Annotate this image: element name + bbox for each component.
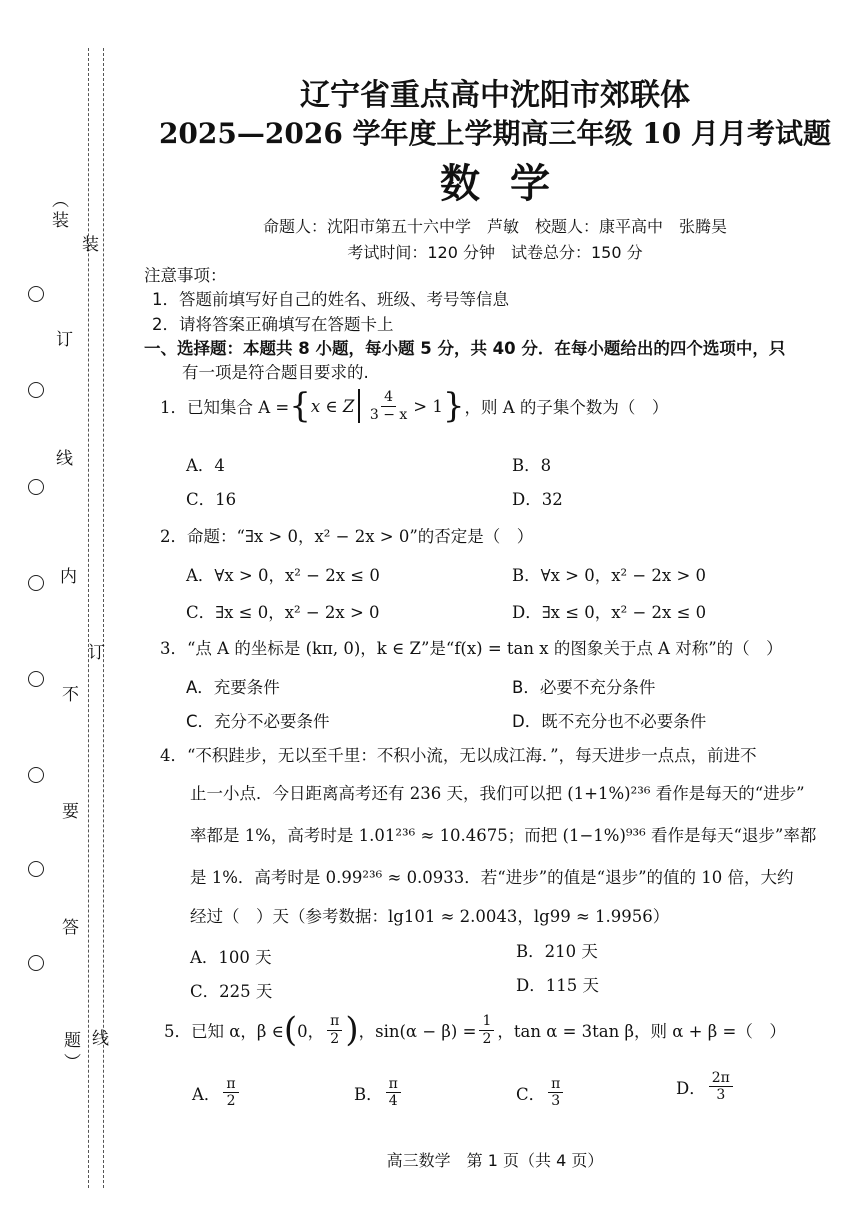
q5-option-fraction — [223, 1076, 238, 1109]
q4-option-b: B．210 天 — [516, 942, 598, 961]
right-paren-icon: ) — [345, 1010, 359, 1050]
binding-hole — [28, 286, 44, 302]
q5-option-label: B． — [354, 1084, 383, 1104]
section-heading: 一、选择题：本题共 8 小题，每小题 5 分，共 40 分．在每小题给出的四个选项中，只 — [144, 339, 786, 358]
q5-option-d — [676, 1070, 736, 1103]
q5-option-den: 3 — [551, 1093, 561, 1110]
q5-option-a — [192, 1076, 242, 1109]
q5-interval-num: π — [327, 1013, 342, 1030]
q4-option-c: C．225 天 — [190, 982, 273, 1001]
q2-option-d: D．∃x ≤ 0，x² − 2x ≤ 0 — [512, 603, 707, 622]
binding-hole — [28, 671, 44, 687]
question-1-stem — [160, 386, 668, 426]
q5-option-num: π — [223, 1076, 238, 1093]
q5-stem-a: 5．已知 α，β ∈ — [164, 1022, 284, 1041]
margin-paren-open: ︵ — [52, 191, 69, 211]
q5-interval-left: 0， — [297, 1022, 325, 1041]
q1-prefix: 1．已知集合 A = — [160, 398, 290, 417]
q1-set-right: > 1 — [413, 396, 443, 416]
q5-option-den: 3 — [716, 1087, 726, 1104]
binding-hole — [28, 955, 44, 971]
q1-option-d: D．32 — [512, 490, 563, 509]
q5-half-num: 1 — [479, 1013, 494, 1030]
q5-half-fraction — [479, 1013, 494, 1046]
question-4-line: 率都是 1%，高考时是 1.01²³⁶ ≈ 10.4675；而把 (1−1%)⁹³⁶ 看作是每天“退步”率都 — [190, 826, 817, 845]
binding-dashed-line-outer — [88, 48, 89, 1188]
q1-fraction — [367, 389, 410, 422]
q5-option-fraction — [709, 1070, 733, 1103]
subject-title: 数学 — [440, 160, 580, 207]
margin-char: 要 — [62, 802, 79, 822]
q1-option-a: A．4 — [186, 456, 225, 475]
margin-char: 不 — [62, 685, 79, 705]
q5-option-num: π — [386, 1076, 401, 1093]
question-4-line: 经过（ ）天（参考数据：lg101 ≈ 2.0043，lg99 ≈ 1.9956） — [190, 907, 670, 926]
margin-char: 订 — [56, 330, 73, 350]
margin-char: 装 — [82, 235, 99, 255]
q5-stem-c: ，tan α = 3tan β，则 α + β =（ ） — [497, 1022, 786, 1041]
margin-paren-close: ︶ — [64, 1053, 81, 1073]
margin-char: 线 — [92, 1029, 109, 1049]
q5-option-b — [354, 1076, 404, 1109]
notes-item: 1．答题前填写好自己的姓名、班级、考号等信息 — [152, 290, 509, 309]
q5-option-den: 4 — [388, 1093, 398, 1110]
q5-option-label: A． — [192, 1084, 221, 1104]
margin-char: 线 — [56, 449, 73, 469]
left-brace-icon: { — [289, 386, 311, 426]
q2-option-c: C．∃x ≤ 0，x² − 2x > 0 — [186, 603, 380, 622]
q5-interval-den: 2 — [330, 1030, 340, 1047]
margin-char: 订 — [88, 643, 105, 663]
binding-hole — [28, 861, 44, 877]
q5-option-den: 2 — [226, 1093, 236, 1110]
section-heading-cont: 有一项是符合题目要求的. — [182, 363, 369, 382]
question-4-line: 止一小点．今日距离高考还有 236 天，我们可以把 (1+1%)²³⁶ 看作是每天的“进步” — [190, 784, 805, 803]
exam-time-info: 考试时间：120 分钟 试卷总分：150 分 — [347, 243, 643, 262]
set-bar-icon — [358, 389, 360, 423]
question-4-line: 4．“不积跬步，无以至千里：不积小流，无以成江海．”，每天进步一点点，前进不 — [160, 746, 757, 765]
margin-char: 答 — [62, 918, 79, 938]
q3-option-c: C．充分不必要条件 — [186, 712, 330, 731]
margin-char: 内 — [60, 567, 77, 587]
question-4-line: 是 1%．高考时是 0.99²³⁶ ≈ 0.0933．若“进步”的值是“退步”的值的 10 倍，大约 — [190, 868, 794, 887]
q1-option-b: B．8 — [512, 456, 552, 475]
margin-char: 装 — [52, 211, 69, 231]
q1-frac-den: 3 − x — [369, 406, 408, 423]
q1-frac-num: 4 — [381, 389, 396, 406]
notes-heading: 注意事项： — [144, 266, 227, 285]
notes-item: 2．请将答案正确填写在答题卡上 — [152, 315, 394, 334]
margin-char: 题 — [64, 1031, 81, 1051]
question-5-stem — [164, 1010, 786, 1050]
q5-option-fraction — [386, 1076, 401, 1109]
binding-hole — [28, 767, 44, 783]
q1-set-left: x ∈ Z — [310, 396, 355, 416]
q1-suffix: ，则 A 的子集个数为（ ） — [464, 398, 669, 417]
exam-title-line1: 辽宁省重点高中沈阳市郊联体 — [300, 78, 690, 113]
q3-option-d: D．既不充分也不必要条件 — [512, 712, 707, 731]
q5-option-num: 2π — [709, 1070, 733, 1087]
page-footer: 高三数学 第 1 页（共 4 页） — [386, 1151, 604, 1170]
binding-hole — [28, 575, 44, 591]
right-brace-icon: } — [442, 386, 465, 426]
q5-interval-fraction — [327, 1013, 342, 1046]
question-3-stem: 3．“点 A 的坐标是 (kπ, 0)，k ∈ Z”是“f(x) = tan x 的图象关于点 A 对称”的（ ） — [160, 639, 783, 658]
question-2-stem: 2．命题：“∃x > 0，x² − 2x > 0”的否定是（ ） — [160, 527, 534, 546]
q4-option-a: A．100 天 — [190, 948, 272, 967]
q2-option-b: B．∀x > 0，x² − 2x > 0 — [512, 566, 707, 585]
q5-option-label: C． — [516, 1084, 546, 1104]
author-info: 命题人：沈阳市第五十六中学 芦敏 校题人：康平高中 张腾昊 — [262, 217, 727, 236]
q3-option-a: A．充要条件 — [186, 678, 280, 697]
q5-option-c — [516, 1076, 566, 1109]
binding-hole — [28, 382, 44, 398]
q5-option-num: π — [548, 1076, 563, 1093]
q1-option-c: C．16 — [186, 490, 237, 509]
q2-option-a: A．∀x > 0，x² − 2x ≤ 0 — [186, 566, 380, 585]
exam-title-line2: 2025—2026 学年度上学期高三年级 10 月月考试题 — [158, 117, 832, 150]
q5-option-label: D． — [676, 1078, 706, 1098]
q5-option-fraction — [548, 1076, 563, 1109]
q5-half-den: 2 — [482, 1030, 492, 1047]
binding-hole — [28, 479, 44, 495]
q3-option-b: B．必要不充分条件 — [512, 678, 656, 697]
q5-stem-b: ，sin(α − β) = — [358, 1022, 477, 1041]
binding-dashed-line-inner — [103, 48, 104, 1188]
q4-option-d: D．115 天 — [516, 976, 599, 995]
left-paren-icon: ( — [283, 1010, 298, 1050]
